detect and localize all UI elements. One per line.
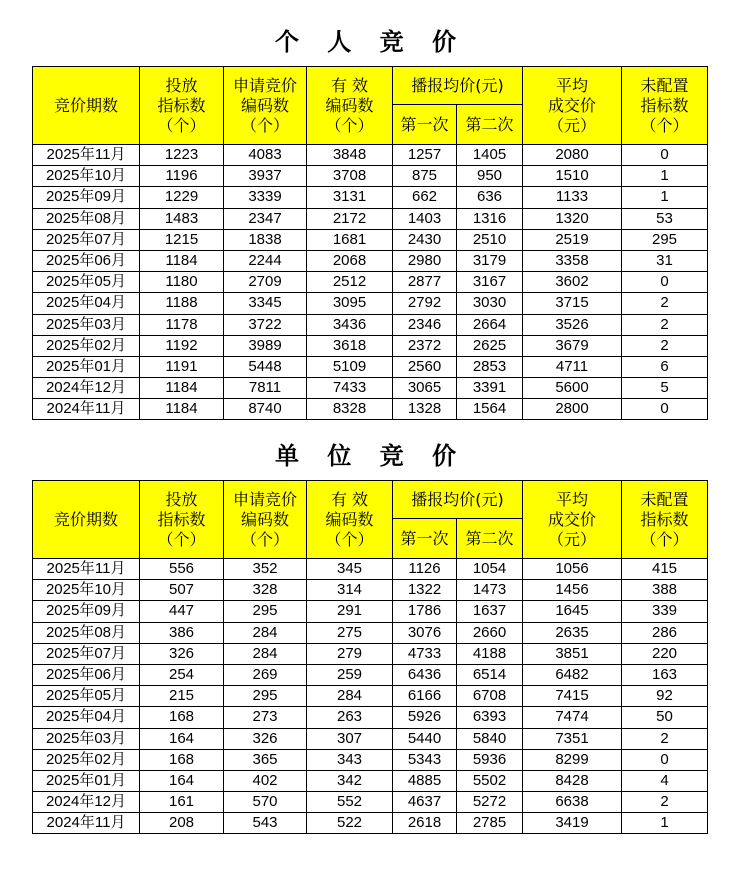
table-cell: 3167 — [457, 272, 523, 293]
table-cell: 1133 — [523, 187, 622, 208]
table-cell: 365 — [224, 749, 307, 770]
header-line: （个） — [325, 529, 374, 549]
table-cell: 4733 — [393, 643, 457, 664]
table-cell: 2347 — [224, 208, 307, 229]
table-cell: 5600 — [523, 378, 622, 399]
table-cell: 6166 — [393, 686, 457, 707]
header-line: 平均 — [555, 489, 588, 509]
table-cell: 6708 — [457, 686, 523, 707]
table-cell: 342 — [307, 770, 393, 791]
table-cell: 2025年03月 — [33, 728, 140, 749]
table-cell: 2519 — [523, 229, 622, 250]
table-row — [33, 335, 708, 356]
table-cell: 4637 — [393, 792, 457, 813]
table-cell: 5926 — [393, 707, 457, 728]
table-cell: 3419 — [523, 813, 622, 834]
table-cell: 168 — [140, 749, 224, 770]
table-cell: 386 — [140, 622, 224, 643]
table-cell: 2 — [622, 335, 708, 356]
table-cell: 1328 — [393, 399, 457, 420]
table-cell: 2068 — [307, 250, 393, 271]
header-line: （个） — [157, 529, 206, 549]
table-row — [33, 229, 708, 250]
table-cell: 2025年09月 — [33, 187, 140, 208]
table-cell: 2 — [622, 293, 708, 314]
table-cell: 3937 — [224, 166, 307, 187]
table-cell: 352 — [224, 559, 307, 580]
table-cell: 8740 — [224, 399, 307, 420]
table-cell: 2800 — [523, 399, 622, 420]
table-cell: 3848 — [307, 145, 393, 166]
table-cell: 1126 — [393, 559, 457, 580]
table-cell: 163 — [622, 664, 708, 685]
table-cell: 2510 — [457, 229, 523, 250]
table-cell: 295 — [224, 601, 307, 622]
table-cell: 2877 — [393, 272, 457, 293]
table-cell: 220 — [622, 643, 708, 664]
table-cell: 2024年11月 — [33, 399, 140, 420]
table-cell: 1188 — [140, 293, 224, 314]
table-cell: 3339 — [224, 187, 307, 208]
table-cell: 263 — [307, 707, 393, 728]
col-header-second-round: 第二次 — [457, 105, 523, 145]
table-cell: 7351 — [523, 728, 622, 749]
table-cell: 543 — [224, 813, 307, 834]
col-header-avg-deal-price — [523, 481, 622, 559]
table-cell: 2025年11月 — [33, 559, 140, 580]
table-row — [33, 643, 708, 664]
table-cell: 345 — [307, 559, 393, 580]
table-cell: 447 — [140, 601, 224, 622]
table-cell: 0 — [622, 399, 708, 420]
table-cell: 259 — [307, 664, 393, 685]
table-cell: 5 — [622, 378, 708, 399]
table-row — [33, 664, 708, 685]
table-cell: 1320 — [523, 208, 622, 229]
header-line: （元） — [547, 529, 596, 549]
table-cell: 8428 — [523, 770, 622, 791]
table-cell: 0 — [622, 749, 708, 770]
header-line: 成交价 — [547, 95, 596, 115]
col-header-quota — [140, 67, 224, 145]
table-cell: 2660 — [457, 622, 523, 643]
table-cell: 31 — [622, 250, 708, 271]
table-cell: 53 — [622, 208, 708, 229]
header-line: 投放 — [165, 75, 198, 95]
table-cell: 2025年06月 — [33, 250, 140, 271]
table-cell: 1196 — [140, 166, 224, 187]
table-cell: 1223 — [140, 145, 224, 166]
header-line: 编码数 — [325, 95, 374, 115]
table-cell: 1180 — [140, 272, 224, 293]
table-row — [33, 622, 708, 643]
table-cell: 0 — [622, 145, 708, 166]
table-cell: 3602 — [523, 272, 622, 293]
table-cell: 291 — [307, 601, 393, 622]
table-cell: 284 — [224, 622, 307, 643]
header-line: 编码数 — [325, 509, 374, 529]
table-cell: 3679 — [523, 335, 622, 356]
table-cell: 326 — [224, 728, 307, 749]
table-cell: 273 — [224, 707, 307, 728]
table-cell: 3179 — [457, 250, 523, 271]
table-row — [33, 272, 708, 293]
table-cell: 2 — [622, 728, 708, 749]
header-line: 指标数 — [157, 509, 206, 529]
table-cell: 164 — [140, 728, 224, 749]
header-line: 未配置 — [640, 75, 689, 95]
table-cell: 2025年07月 — [33, 643, 140, 664]
table-cell: 5448 — [224, 356, 307, 377]
table-cell: 2 — [622, 314, 708, 335]
table-cell: 208 — [140, 813, 224, 834]
table-cell: 161 — [140, 792, 224, 813]
table-cell: 388 — [622, 580, 708, 601]
table-cell: 3618 — [307, 335, 393, 356]
table-cell: 295 — [224, 686, 307, 707]
table-cell: 2664 — [457, 314, 523, 335]
table-cell: 2025年10月 — [33, 580, 140, 601]
table-cell: 2025年10月 — [33, 166, 140, 187]
table-cell: 284 — [307, 686, 393, 707]
table-cell: 662 — [393, 187, 457, 208]
col-header-unallocated — [622, 481, 708, 559]
table-cell: 3358 — [523, 250, 622, 271]
table-cell: 307 — [307, 728, 393, 749]
table-cell: 2025年05月 — [33, 686, 140, 707]
table-cell: 279 — [307, 643, 393, 664]
table-cell: 950 — [457, 166, 523, 187]
col-header-second-round: 第二次 — [457, 519, 523, 559]
table-cell: 1786 — [393, 601, 457, 622]
table-cell: 1456 — [523, 580, 622, 601]
table-row — [33, 208, 708, 229]
table-row — [33, 314, 708, 335]
table-cell: 8328 — [307, 399, 393, 420]
table-cell: 50 — [622, 707, 708, 728]
table-cell: 6393 — [457, 707, 523, 728]
header-row — [33, 481, 708, 519]
table-cell: 2024年12月 — [33, 792, 140, 813]
table-cell: 295 — [622, 229, 708, 250]
header-line: （个） — [240, 115, 289, 135]
table-cell: 636 — [457, 187, 523, 208]
header-line: （个） — [325, 115, 374, 135]
table-cell: 2853 — [457, 356, 523, 377]
table-cell: 1054 — [457, 559, 523, 580]
table-cell: 3391 — [457, 378, 523, 399]
table-cell: 1 — [622, 166, 708, 187]
table-cell: 343 — [307, 749, 393, 770]
table-cell: 275 — [307, 622, 393, 643]
table-row — [33, 728, 708, 749]
table-cell: 570 — [224, 792, 307, 813]
table-cell: 2560 — [393, 356, 457, 377]
table-cell: 5936 — [457, 749, 523, 770]
table-cell: 5840 — [457, 728, 523, 749]
table-cell: 3131 — [307, 187, 393, 208]
table-cell: 1192 — [140, 335, 224, 356]
company-auction-table — [32, 480, 708, 834]
table-row — [33, 601, 708, 622]
table-cell: 5440 — [393, 728, 457, 749]
table-cell: 2025年07月 — [33, 229, 140, 250]
table-row — [33, 686, 708, 707]
table-cell: 3851 — [523, 643, 622, 664]
table-cell: 7415 — [523, 686, 622, 707]
table-cell: 2244 — [224, 250, 307, 271]
table-cell: 269 — [224, 664, 307, 685]
table-row — [33, 145, 708, 166]
col-header-period: 竞价期数 — [33, 481, 140, 559]
table-cell: 215 — [140, 686, 224, 707]
table-cell: 328 — [224, 580, 307, 601]
table-cell: 2172 — [307, 208, 393, 229]
table-cell: 6514 — [457, 664, 523, 685]
table-cell: 2512 — [307, 272, 393, 293]
company-auction-title: 单 位 竞 价 — [274, 441, 467, 470]
table-cell: 0 — [622, 272, 708, 293]
header-line: 申请竞价 — [232, 489, 297, 509]
table-cell: 2346 — [393, 314, 457, 335]
table-cell: 2618 — [393, 813, 457, 834]
table-cell: 1405 — [457, 145, 523, 166]
table-cell: 2025年01月 — [33, 770, 140, 791]
table-cell: 286 — [622, 622, 708, 643]
table-cell: 4711 — [523, 356, 622, 377]
header-line: 指标数 — [640, 95, 689, 115]
table-row — [33, 293, 708, 314]
table-cell: 7433 — [307, 378, 393, 399]
personal-auction-table — [32, 66, 708, 420]
table-cell: 1510 — [523, 166, 622, 187]
table-cell: 1838 — [224, 229, 307, 250]
table-cell: 8299 — [523, 749, 622, 770]
table-cell: 1403 — [393, 208, 457, 229]
table-cell: 1215 — [140, 229, 224, 250]
col-header-first-round: 第一次 — [393, 105, 457, 145]
table-cell: 1229 — [140, 187, 224, 208]
table-cell: 3095 — [307, 293, 393, 314]
table-cell: 326 — [140, 643, 224, 664]
table-cell: 164 — [140, 770, 224, 791]
header-row — [33, 67, 708, 105]
table-cell: 522 — [307, 813, 393, 834]
table-cell: 2785 — [457, 813, 523, 834]
table-cell: 1178 — [140, 314, 224, 335]
header-line: 平均 — [555, 75, 588, 95]
table-cell: 2635 — [523, 622, 622, 643]
table-cell: 4083 — [224, 145, 307, 166]
table-cell: 1473 — [457, 580, 523, 601]
table-cell: 1056 — [523, 559, 622, 580]
table-cell: 6482 — [523, 664, 622, 685]
col-header-avg-price-group: 播报均价(元) — [393, 67, 523, 105]
table-cell: 1184 — [140, 378, 224, 399]
table-cell: 5272 — [457, 792, 523, 813]
table-cell: 507 — [140, 580, 224, 601]
table-cell: 2080 — [523, 145, 622, 166]
table-cell: 3526 — [523, 314, 622, 335]
table-cell: 3065 — [393, 378, 457, 399]
col-header-quota — [140, 481, 224, 559]
table-cell: 556 — [140, 559, 224, 580]
table-cell: 4188 — [457, 643, 523, 664]
header-line: 有 效 — [330, 489, 369, 509]
table-cell: 3989 — [224, 335, 307, 356]
table-cell: 5343 — [393, 749, 457, 770]
personal-auction-title: 个 人 竞 价 — [274, 27, 467, 56]
table-cell: 2025年02月 — [33, 749, 140, 770]
table-cell: 1637 — [457, 601, 523, 622]
col-header-unallocated — [622, 67, 708, 145]
table-cell: 6 — [622, 356, 708, 377]
table-cell: 2025年08月 — [33, 622, 140, 643]
table-cell: 7811 — [224, 378, 307, 399]
header-line: 成交价 — [547, 509, 596, 529]
col-header-valid-codes — [307, 481, 393, 559]
table-row — [33, 250, 708, 271]
table-cell: 168 — [140, 707, 224, 728]
col-header-first-round: 第一次 — [393, 519, 457, 559]
table-row — [33, 707, 708, 728]
table-cell: 3076 — [393, 622, 457, 643]
table-cell: 2024年12月 — [33, 378, 140, 399]
table-cell: 1681 — [307, 229, 393, 250]
header-line: 指标数 — [157, 95, 206, 115]
table-cell: 2025年06月 — [33, 664, 140, 685]
table-cell: 4885 — [393, 770, 457, 791]
header-line: （个） — [240, 529, 289, 549]
table-cell: 1316 — [457, 208, 523, 229]
table-cell: 415 — [622, 559, 708, 580]
table-cell: 2025年03月 — [33, 314, 140, 335]
table-cell: 2025年02月 — [33, 335, 140, 356]
table-cell: 5109 — [307, 356, 393, 377]
table-row — [33, 813, 708, 834]
table-cell: 1483 — [140, 208, 224, 229]
header-line: （个） — [640, 529, 689, 549]
table-row — [33, 580, 708, 601]
table-cell: 2024年11月 — [33, 813, 140, 834]
table-cell: 2625 — [457, 335, 523, 356]
table-cell: 2430 — [393, 229, 457, 250]
table-cell: 552 — [307, 792, 393, 813]
table-row — [33, 770, 708, 791]
col-header-applied-codes — [224, 67, 307, 145]
header-line: （元） — [547, 115, 596, 135]
table-cell: 3708 — [307, 166, 393, 187]
table-cell: 1645 — [523, 601, 622, 622]
table-row — [33, 187, 708, 208]
table-cell: 254 — [140, 664, 224, 685]
table-cell: 2025年11月 — [33, 145, 140, 166]
table-cell: 92 — [622, 686, 708, 707]
table-cell: 2025年04月 — [33, 293, 140, 314]
table-cell: 4 — [622, 770, 708, 791]
header-line: 有 效 — [330, 75, 369, 95]
header-line: （个） — [640, 115, 689, 135]
table-cell: 1 — [622, 813, 708, 834]
table-row — [33, 378, 708, 399]
table-cell: 1257 — [393, 145, 457, 166]
table-cell: 6436 — [393, 664, 457, 685]
table-cell: 875 — [393, 166, 457, 187]
table-row — [33, 356, 708, 377]
table-cell: 339 — [622, 601, 708, 622]
table-cell: 1322 — [393, 580, 457, 601]
header-line: （个） — [157, 115, 206, 135]
table-row — [33, 399, 708, 420]
table-row — [33, 749, 708, 770]
table-cell: 2372 — [393, 335, 457, 356]
table-cell: 1191 — [140, 356, 224, 377]
table-cell: 3030 — [457, 293, 523, 314]
table-cell: 2792 — [393, 293, 457, 314]
table-cell: 3345 — [224, 293, 307, 314]
table-cell: 1564 — [457, 399, 523, 420]
col-header-valid-codes — [307, 67, 393, 145]
table-cell: 1 — [622, 187, 708, 208]
table-cell: 2025年09月 — [33, 601, 140, 622]
table-cell: 3722 — [224, 314, 307, 335]
table-cell: 2980 — [393, 250, 457, 271]
col-header-avg-deal-price — [523, 67, 622, 145]
header-line: 投放 — [165, 489, 198, 509]
col-header-applied-codes — [224, 481, 307, 559]
table-cell: 2025年08月 — [33, 208, 140, 229]
header-line: 申请竞价 — [232, 75, 297, 95]
table-cell: 7474 — [523, 707, 622, 728]
table-cell: 402 — [224, 770, 307, 791]
table-cell: 5502 — [457, 770, 523, 791]
table-row — [33, 792, 708, 813]
table-cell: 2025年05月 — [33, 272, 140, 293]
table-cell: 1184 — [140, 250, 224, 271]
table-cell: 1184 — [140, 399, 224, 420]
header-line: 未配置 — [640, 489, 689, 509]
table-row — [33, 166, 708, 187]
col-header-period: 竞价期数 — [33, 67, 140, 145]
table-cell: 2 — [622, 792, 708, 813]
table-cell: 6638 — [523, 792, 622, 813]
header-line: 指标数 — [640, 509, 689, 529]
table-cell: 2025年04月 — [33, 707, 140, 728]
table-cell: 3436 — [307, 314, 393, 335]
col-header-avg-price-group: 播报均价(元) — [393, 481, 523, 519]
table-cell: 284 — [224, 643, 307, 664]
header-line: 编码数 — [240, 509, 289, 529]
table-cell: 2025年01月 — [33, 356, 140, 377]
table-row — [33, 559, 708, 580]
table-cell: 3715 — [523, 293, 622, 314]
header-line: 编码数 — [240, 95, 289, 115]
table-cell: 2709 — [224, 272, 307, 293]
table-cell: 314 — [307, 580, 393, 601]
